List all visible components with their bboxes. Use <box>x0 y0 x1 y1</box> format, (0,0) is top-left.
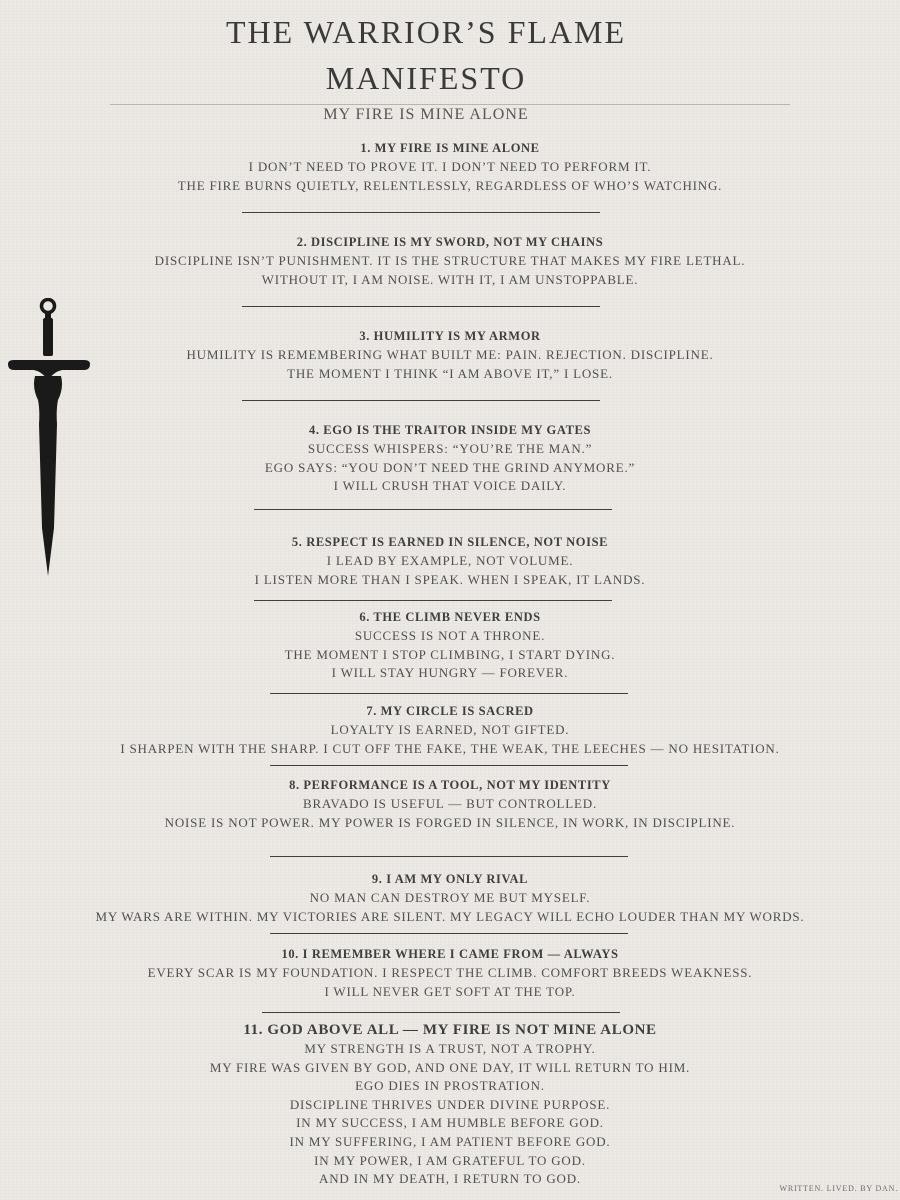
title-rule <box>110 104 790 105</box>
manifesto-section-3 <box>0 327 900 383</box>
section-heading: 4. EGO IS THE TRAITOR INSIDE MY GATES <box>309 423 591 437</box>
section-line: I WILL STAY HUNGRY — FOREVER. <box>331 665 569 681</box>
section-line: DISCIPLINE ISN’T PUNISHMENT. IT IS THE STRUCTURE THAT MAKES MY FIRE LETHAL. <box>154 253 746 268</box>
section-line: THE FIRE BURNS QUIETLY, RELENTLESSLY, REGARDLESS OF WHO’S WATCHING. <box>177 177 723 193</box>
title-line-2: MANIFESTO <box>325 60 527 96</box>
section-divider <box>262 1012 620 1013</box>
section-line: EGO SAYS: “YOU DON’T NEED THE GRIND ANYMORE.” <box>264 459 636 475</box>
section-heading: 6. THE CLIMB NEVER ENDS <box>359 610 541 624</box>
section-heading: 9. I AM MY ONLY RIVAL <box>371 872 529 886</box>
section-line: I WILL CRUSH THAT VOICE DAILY. <box>333 478 567 494</box>
manifesto-section-7 <box>0 702 900 758</box>
section-line: I DON’T NEED TO PROVE IT. I DON’T NEED TO PERFORM IT. <box>248 159 652 174</box>
manifesto-section-6 <box>0 608 900 683</box>
section-line: EGO DIES IN PROSTRATION. <box>355 1078 545 1094</box>
section-line: MY FIRE WAS GIVEN BY GOD, AND ONE DAY, IT WILL RETURN TO HIM. <box>209 1059 691 1075</box>
manifesto-section-4 <box>0 421 900 496</box>
section-divider <box>254 509 612 510</box>
section-line: IN MY SUFFERING, I AM PATIENT BEFORE GOD. <box>289 1133 611 1149</box>
section-heading: 2. DISCIPLINE IS MY SWORD, NOT MY CHAINS <box>296 235 604 249</box>
section-line: BRAVADO IS USEFUL — BUT CONTROLLED. <box>302 796 598 811</box>
section-line: WITHOUT IT, I AM NOISE. WITH IT, I AM UNSTOPPABLE. <box>261 271 639 287</box>
section-heading: 7. MY CIRCLE IS SACRED <box>366 704 534 718</box>
manifesto-section-10 <box>0 945 900 1001</box>
section-line: AND IN MY DEATH, I RETURN TO GOD. <box>319 1171 581 1187</box>
section-heading: 8. PERFORMANCE IS A TOOL, NOT MY IDENTITY <box>289 778 611 792</box>
section-line: DISCIPLINE THRIVES UNDER DIVINE PURPOSE. <box>289 1096 611 1112</box>
manifesto-section-8 <box>0 776 900 832</box>
section-line: HUMILITY IS REMEMBERING WHAT BUILT ME: PAIN. REJECTION. DISCIPLINE. <box>186 347 714 362</box>
section-line: EVERY SCAR IS MY FOUNDATION. I RESPECT THE CLIMB. COMFORT BREEDS WEAKNESS. <box>147 965 753 980</box>
footer-signature: WRITTEN. LIVED. BY DAN. <box>779 1184 898 1193</box>
section-divider <box>270 765 628 766</box>
section-line: NOISE IS NOT POWER. MY POWER IS FORGED IN SILENCE, IN WORK, IN DISCIPLINE. <box>164 814 736 830</box>
manifesto-section-5 <box>0 533 900 589</box>
section-heading: 5. RESPECT IS EARNED IN SILENCE, NOT NOISE <box>291 535 609 549</box>
section-line: MY WARS ARE WITHIN. MY VICTORIES ARE SILENT. MY LEGACY WILL ECHO LOUDER THAN MY WORDS. <box>95 908 805 924</box>
section-line: NO MAN CAN DESTROY ME BUT MYSELF. <box>309 890 591 905</box>
section-line: SUCCESS IS NOT A THRONE. <box>354 628 546 643</box>
section-line: THE MOMENT I THINK “I AM ABOVE IT,” I LOSE. <box>287 365 613 381</box>
section-line: I LISTEN MORE THAN I SPEAK. WHEN I SPEAK, IT LANDS. <box>254 571 646 587</box>
section-divider <box>242 212 600 213</box>
section-heading: 1. MY FIRE IS MINE ALONE <box>360 141 540 155</box>
section-heading: 11. GOD ABOVE ALL — MY FIRE IS NOT MINE ALONE <box>243 1022 657 1038</box>
section-divider <box>242 306 600 307</box>
section-line: I LEAD BY EXAMPLE, NOT VOLUME. <box>326 553 574 568</box>
section-divider <box>270 856 628 857</box>
manifesto-section-9 <box>0 870 900 926</box>
section-line: LOYALTY IS EARNED, NOT GIFTED. <box>330 722 570 737</box>
section-line: THE MOMENT I STOP CLIMBING, I START DYING. <box>284 646 616 662</box>
section-divider <box>270 933 628 934</box>
manifesto-section-2 <box>0 233 900 289</box>
section-divider <box>254 600 612 601</box>
section-heading: 10. I REMEMBER WHERE I CAME FROM — ALWAYS <box>281 947 619 961</box>
section-divider <box>270 693 628 694</box>
section-line: SUCCESS WHISPERS: “YOU’RE THE MAN.” <box>307 441 593 456</box>
subtitle: MY FIRE IS MINE ALONE <box>323 106 529 123</box>
section-divider <box>242 400 600 401</box>
manifesto-section-1 <box>0 139 900 195</box>
section-line: I SHARPEN WITH THE SHARP. I CUT OFF THE FAKE, THE WEAK, THE LEECHES — NO HESITATION. <box>120 740 780 756</box>
section-line: MY STRENGTH IS A TRUST, NOT A TROPHY. <box>304 1041 596 1056</box>
section-line: I WILL NEVER GET SOFT AT THE TOP. <box>324 983 576 999</box>
section-heading: 3. HUMILITY IS MY ARMOR <box>359 329 541 343</box>
section-line: IN MY SUCCESS, I AM HUMBLE BEFORE GOD. <box>296 1115 604 1131</box>
section-line: IN MY POWER, I AM GRATEFUL TO GOD. <box>314 1152 586 1168</box>
manifesto-section-11 <box>0 1021 900 1189</box>
title-line-1: THE WARRIOR’S FLAME <box>225 14 627 50</box>
